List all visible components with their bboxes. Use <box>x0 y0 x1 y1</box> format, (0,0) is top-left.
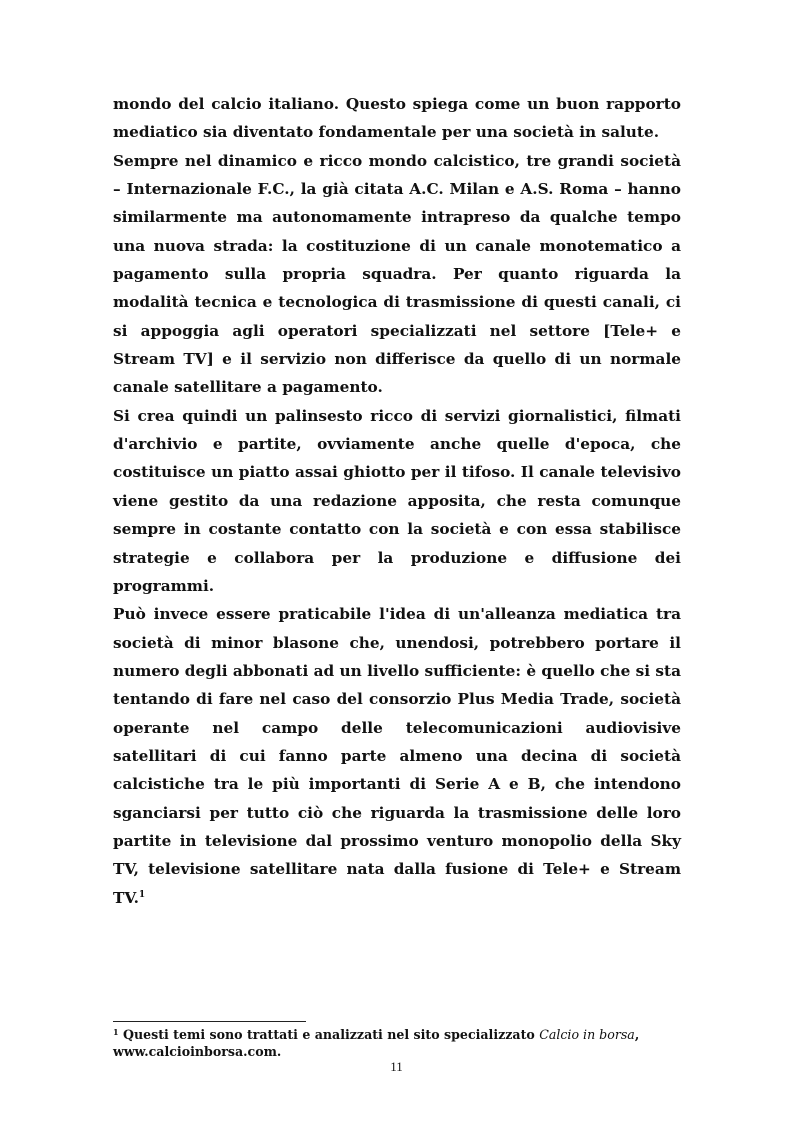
footnote-text: Questi temi sono trattati e analizzati nel sito specializzato <box>122 1027 535 1042</box>
paragraph-3: Si crea quindi un palinsesto ricco di servizi giornalistici, filmati d'archivio e partite, ovviamente anche quelle d'epoca, che costituisce un piatto assai ghiotto per il tifoso. Il canale televisivo viene gestito da una redazione apposita, che resta comunque sempre in costante contatto con la società e con essa stabilisce strategie e collabora per la produzione e diffusione dei programmi. <box>113 406 681 595</box>
paragraph-4-text: Può invece essere praticabile l'idea di un'alleanza mediatica tra società di minor blasone che, unendosi, potrebbero portare il numero degli abbonati ad un livello sufficiente: è quello che si sta tentando di fare nel caso del consorzio Plus Media Trade, società operante nel campo delle telecomunicazioni audiovisive satellitari di cui fanno parte almeno una decina di società calcistiche tra le più importanti di Serie A e B, che intendono sganciarsi per tutto ciò che riguarda la trasmissione delle loro partite in televisione dal prossimo venturo monopolio della Sky TV, televisione satellitare nata dalla fusione di Tele+ e Stream TV. <box>113 605 681 907</box>
footnote <box>113 1026 681 1060</box>
footnote-reference[interactable]: 1 <box>138 889 146 900</box>
footnote-marker: 1 <box>113 1027 119 1037</box>
paragraph-2: Sempre nel dinamico e ricco mondo calcistico, tre grandi società – Internazionale F.C., la già citata A.C. Milan e A.S. Roma – hanno similarmente ma autonomamente intrapreso da qualche tempo una nuova strada: la costituzione di un canale monotematico a pagamento sulla propria squadra. Per quanto riguarda la modalità tecnica e tecnologica di trasmissione di questi canali, ci si appoggia agli operatori specializzati nel settore [Tele+ e Stream TV] e il servizio non differisce da quello di un normale canale satellitare a pagamento. <box>113 151 681 397</box>
page-number: 11 <box>390 1059 403 1074</box>
paragraph-1: mondo del calcio italiano. Questo spiega come un buon rapporto mediatico sia diventato fondamentale per una società in salute. <box>113 95 681 142</box>
footnote-italic-title: Calcio in borsa <box>539 1027 635 1042</box>
paragraph-4 <box>113 600 681 912</box>
footnote-separator <box>113 1021 306 1022</box>
body-text <box>113 90 681 912</box>
footnote-comma: , <box>634 1027 640 1042</box>
footnote-url[interactable]: www.calcioinborsa.com. <box>113 1044 282 1059</box>
